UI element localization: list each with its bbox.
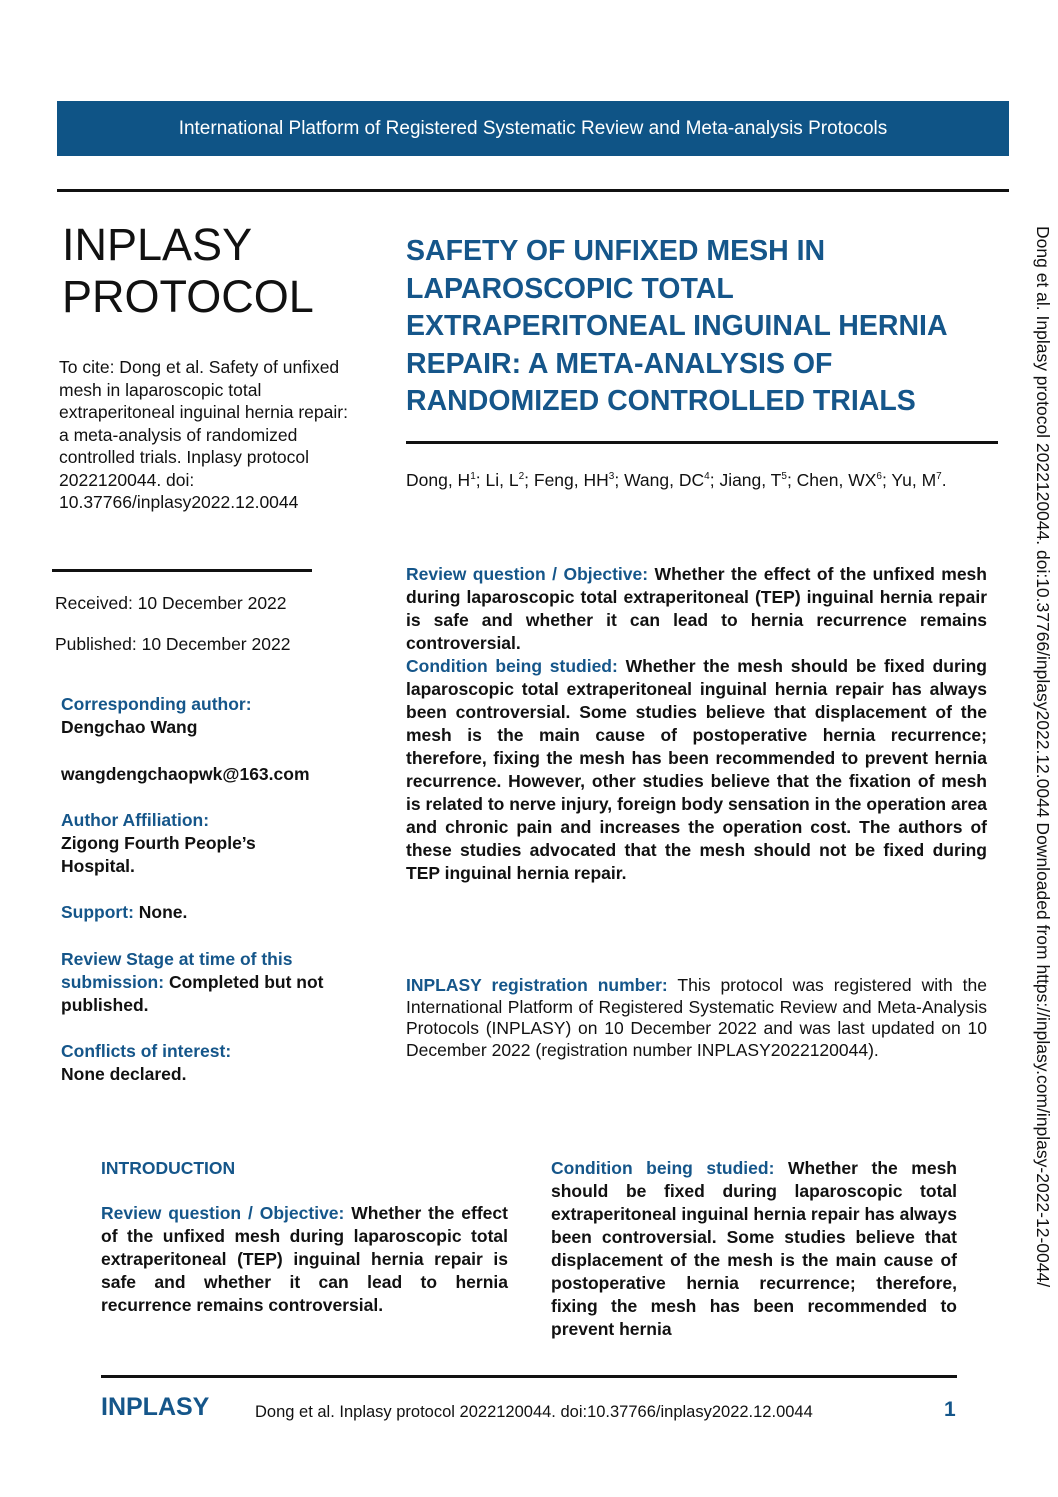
corresponding-author: [61, 693, 361, 739]
author-separator: ;: [709, 469, 720, 490]
intro-question-label: Review question / Objective:: [101, 1203, 345, 1223]
abstract-question-text: Whether the effect of the unfixed mesh during laparoscopic total extraperitoneal (TEP) inguinal hernia repair is safe and whether it can lead to hernia recurrence remains controversial.: [406, 564, 987, 653]
conflicts-value: None declared.: [61, 1064, 187, 1084]
author-separator: ;: [475, 469, 486, 490]
abstract-condition-label: Condition being studied:: [406, 656, 618, 676]
corresponding-author-label: Corresponding author:: [61, 694, 252, 714]
top-rule: [57, 189, 1009, 192]
author-affiliation: [61, 809, 361, 878]
conflicts-of-interest: [61, 1040, 361, 1086]
left-rule: [52, 569, 312, 572]
intro-condition-label: Condition being studied:: [551, 1158, 775, 1178]
review-stage-value: Completed but not published.: [61, 972, 324, 1015]
author-affiliation-index: 2: [518, 471, 525, 482]
author-affiliation-index: 5: [781, 471, 787, 482]
abstract-condition-text: Whether the mesh should be fixed during laparoscopic total extraperitoneal inguinal hernia repair has always been controversial. Some studies believe that displacement of the mesh is the main cause of postoperative hernia recurrence; therefore, fixing the mesh has been recommended to prevent hernia recurrence. However, other studies believe that the fixation of mesh is related to nerve injury, foreign body sensation in the operation area and chronic pain and increases the operation cost. The authors of these studies advocated that the mesh should not be fixed during TEP inguinal hernia repair.: [406, 656, 987, 883]
author-name: Jiang, T: [719, 469, 782, 490]
affiliation-label: Author Affiliation:: [61, 810, 210, 830]
published-date: Published: 10 December 2022: [55, 634, 291, 654]
author-separator: ;: [614, 469, 625, 490]
author-name: Chen, WX: [796, 469, 877, 490]
footer-citation: Dong et al. Inplasy protocol 2022120044. doi:10.37766/inplasy2022.12.0044: [255, 1403, 813, 1421]
author-separator: ;: [881, 469, 892, 490]
author-name: Yu, M: [891, 469, 937, 490]
author-affiliation-index: 6: [876, 471, 882, 482]
header-banner: International Platform of Registered Systematic Review and Meta-analysis Protocols: [57, 101, 1009, 156]
intro-question-text: Whether the effect of the unfixed mesh during laparoscopic total extraperitoneal (TEP) inguinal hernia repair is safe and whether it can lead to hernia recurrence remains controversial.: [101, 1203, 508, 1315]
citation-block: To cite: Dong et al. Safety of unfixed mesh in laparoscopic total extraperitoneal inguinal hernia repair: a meta-analysis of randomized controlled trials. Inplasy protocol 2022120044. doi: 10.37766/inplasy2022.12.0044: [59, 357, 348, 512]
intro-question: [101, 1202, 508, 1317]
abstract-question-label: Review question / Objective:: [406, 564, 649, 584]
author-affiliation-index: 7: [936, 471, 942, 482]
intro-condition-text: Whether the mesh should be fixed during laparoscopic total extraperitoneal inguinal hernia repair has always been controversial. Some studies believe that displacement of the mesh is the main cause of postoperative hernia recurrence; therefore, fixing the mesh has been recommended to prevent hernia: [551, 1158, 957, 1339]
abstract: [406, 563, 987, 885]
side-download-note: Dong et al. Inplasy protocol 2022120044. doi:10.37766/inplasy2022.12.0044 Downloaded from https://inplasy.com/inplasy-2022-12-0044/: [1033, 226, 1053, 1288]
brand-heading: [62, 219, 314, 323]
footer-brand: INPLASY: [101, 1393, 210, 1421]
footer-rule: [101, 1375, 957, 1378]
brand-line-2: PROTOCOL: [62, 271, 314, 322]
abstract-condition: [406, 655, 987, 885]
introduction-heading: INTRODUCTION: [101, 1158, 236, 1178]
page-number: 1: [944, 1398, 956, 1421]
author-separator: ;: [524, 469, 534, 490]
conflicts-label: Conflicts of interest:: [61, 1041, 232, 1061]
abstract-question: [406, 563, 987, 655]
registration-info: [406, 975, 987, 1061]
corresponding-author-name: Dengchao Wang: [61, 717, 198, 737]
author-affiliation-index: 1: [470, 471, 476, 482]
author-separator: .: [941, 469, 947, 490]
intro-condition: [551, 1157, 957, 1343]
author-name: Li, L: [485, 469, 519, 490]
affiliation-value: Zigong Fourth People’s Hospital.: [61, 833, 256, 876]
article-title: SAFETY OF UNFIXED MESH IN LAPAROSCOPIC TOTAL EXTRAPERITONEAL INGUINAL HERNIA REPAIR: A META-ANALYSIS OF RANDOMIZED CONTROLLED TRIALS: [406, 235, 947, 417]
author-name: Feng, HH: [533, 469, 609, 490]
review-stage-label: Review Stage at time of this submission:: [61, 949, 293, 992]
support-value: None.: [133, 902, 188, 922]
support: [61, 901, 361, 924]
author-list: [406, 466, 996, 491]
title-rule: [406, 441, 998, 444]
corresponding-author-email[interactable]: wangdengchaopwk@163.com: [61, 764, 310, 784]
registration-label: INPLASY registration number:: [406, 975, 668, 995]
author-name: Dong, H: [406, 469, 471, 490]
registration-text: This protocol was registered with the International Platform of Registered Systematic Review and Meta-Analysis Protocols (INPLASY) on 10 December 2022 and was last updated on 10 December 2022 (registration number INPLASY2022120044).: [406, 975, 987, 1060]
author-affiliation-index: 3: [608, 471, 615, 482]
author-separator: ;: [786, 469, 797, 490]
brand-line-1: INPLASY: [62, 219, 253, 270]
support-label: Support:: [61, 902, 134, 922]
author-name: Wang, DC: [624, 469, 705, 490]
review-stage: [61, 948, 331, 1017]
received-date: Received: 10 December 2022: [55, 593, 287, 613]
author-affiliation-index: 4: [704, 471, 710, 482]
